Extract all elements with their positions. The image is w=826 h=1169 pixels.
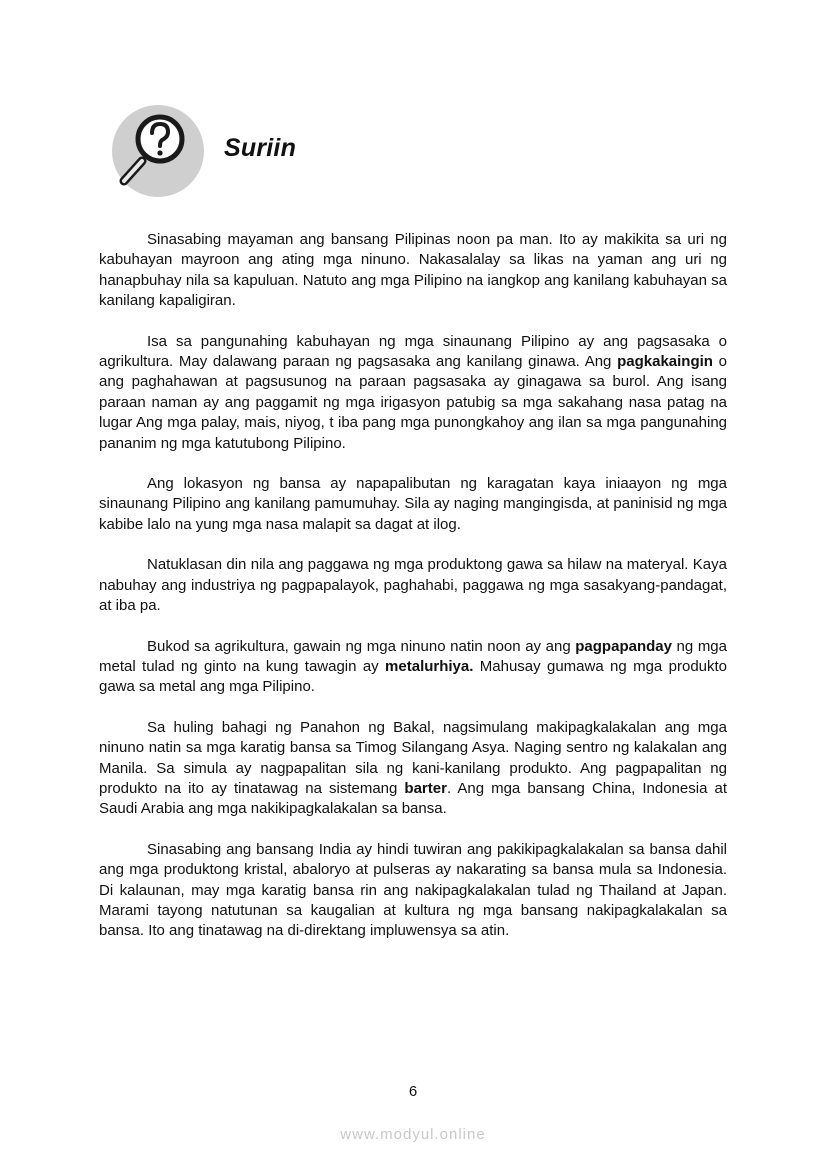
text-segment: Ang lokasyon ng bansa ay napapalibutan ng karagatan kaya iniaayon ng mga sinaunang Pilipino ang kanilang pamumuhay. Sila ay naging mangingisda, at paninisid ng mga kabibe lalo na yung mga nasa malapit sa dagat at ilog.: [99, 475, 727, 533]
text-segment: Isa sa pangunahing kabuhayan ng mga sinaunang Pilipino ay ang pagsasaka o agrikultura. May dalawang paraan ng pagsasaka ang kanilang ginawa. Ang: [99, 332, 727, 371]
text-segment: . Ang mga bansang China, Indonesia at Saudi Arabia ang mga nakikipagkalakalan sa bansa.: [99, 779, 727, 818]
bold-term: metalurhiya.: [385, 657, 474, 675]
paragraph: [99, 637, 727, 698]
text-segment: Natuklasan din nila ang paggawa ng mga produktong gawa sa hilaw na materyal. Kaya nabuhay ang industriya ng pagpapalayok, paghahabi, paggawa ng mga sasakyang-pandagat, at iba pa.: [99, 556, 727, 615]
text-segment: Sinasabing ang bansang India ay hindi tuwiran ang pakikipagkalakalan sa bansa dahil ang mga produktong kristal, abaloryo at pulseras ay nakarating sa bansa mula sa Indonesia. Di kalaunan, may mga karatig bansa rin ang nakipagkalakalan tulad ng Thailand at Japan. Marami tayong natutunan sa kaugalian at kultura ng mga bansang nakipagkalakalan sa bansa. Ito ang tinatawag na di-direktang impluwensya sa atin.: [99, 840, 727, 940]
section-title: Suriin: [224, 134, 297, 162]
text-segment: ng mga metal tulad ng ginto na kung tawagin ay: [99, 637, 727, 675]
paragraph: [99, 555, 727, 616]
paragraph: [99, 840, 727, 942]
text-segment: Sa huling bahagi ng Panahon ng Bakal, nagsimulang makipagkalakalan ang mga ninuno natin sa mga karatig bansa sa Timog Silangang Asya. Naging sentro ng kalakalan ang Manila. Sa simula ay nagpapalitan sila ng kani-kanilang produkto. Ang pagpapalitan ng produkto na ito ay tinatawag na sistemang: [99, 718, 727, 797]
paragraph: [99, 230, 727, 312]
paragraph: [99, 332, 727, 454]
bold-term: pagkakaingin: [617, 353, 713, 371]
paragraph: [99, 718, 727, 820]
bold-term: barter: [404, 779, 447, 797]
bold-term: pagpapanday: [575, 637, 672, 655]
watermark: www.modyul.online: [340, 1126, 486, 1143]
body-text: [99, 230, 727, 962]
paragraph: [99, 474, 727, 535]
magnifier-question-icon: [110, 103, 206, 199]
text-segment: Sinasabing mayaman ang bansang Pilipinas noon pa man. Ito ay makikita sa uri ng kabuhayan mayroon ang ating mga ninuno. Nakasalalay sa likas na yaman ang uri ng hanapbuhay nila sa kapuluan. Natuto ang mga Pilipino na iangkop ang kanilang kabuhayan sa kanilang kapaligiran.: [99, 231, 727, 310]
text-segment: Mahusay gumawa ng mga produkto gawa sa metal ang mga Pilipino.: [99, 657, 728, 696]
page-number: 6: [408, 1083, 418, 1100]
text-segment: Bukod sa agrikultura, gawain ng mga ninuno natin noon ay ang: [147, 637, 576, 655]
text-segment: o ang paghahawan at pagsusunog na paraan pagsasaka ay ginagawa sa burol. Ang isang paraan naman ay ang paggamit ng mga irigasyon patubig sa mga sakahang nasa patag na lugar Ang mga palay, mais, niyog, t iba pang mga punongkahoy ang ilan sa mga pangunahing pananim ng mga katutubong Pilipino.: [99, 353, 727, 452]
